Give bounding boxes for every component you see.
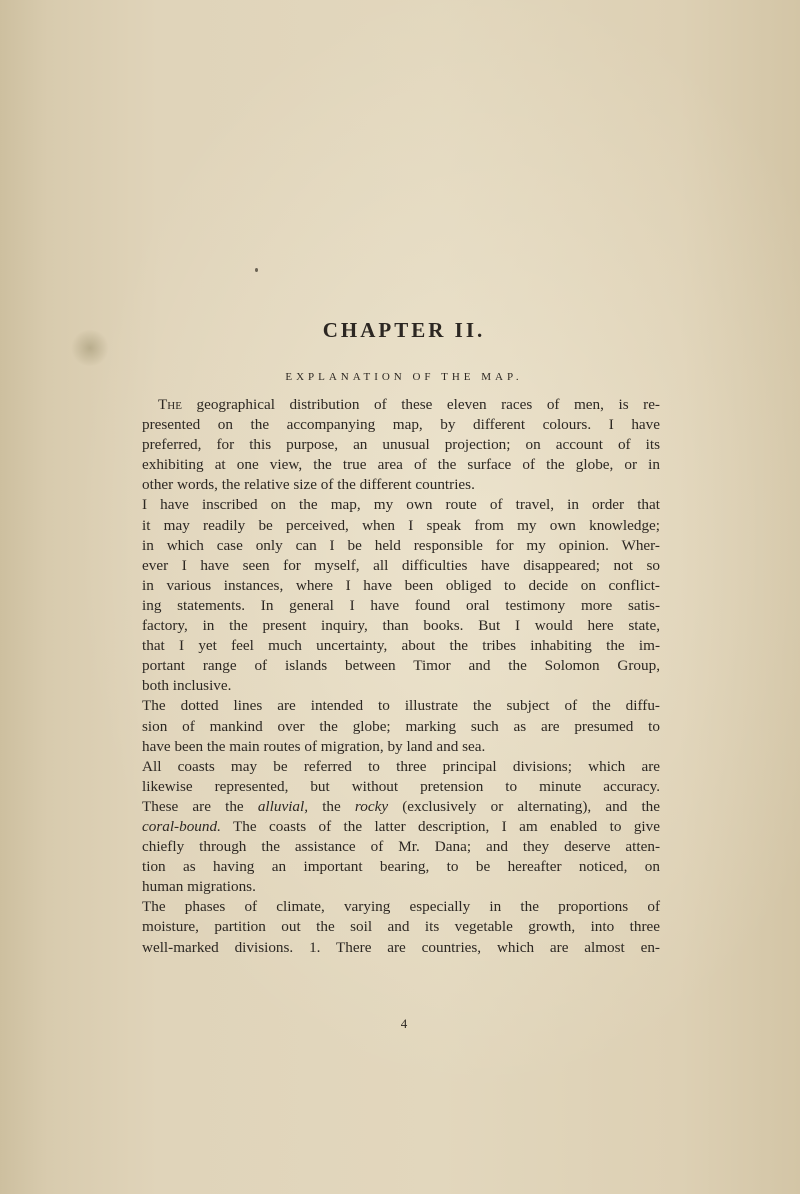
- text-line: These are the alluvial, the rocky (exclusively or alternating), and the: [142, 797, 661, 815]
- text-line: likewise represented, but without pretension to minute accuracy.: [142, 777, 660, 795]
- text-line: All coasts may be referred to three principal divisions; which are: [142, 757, 660, 775]
- text-line: exhibiting at one view, the true area of the surface of the globe, or in: [142, 456, 660, 474]
- text-line: I have inscribed on the map, my own route of travel, in order that: [142, 496, 660, 514]
- page-number: 4: [400, 1016, 408, 1031]
- text-line: ing statements. In general I have found oral testimony more satis-: [142, 596, 660, 614]
- text-line: well-marked divisions. 1. There are countries, which are almost en-: [142, 938, 660, 956]
- text-line: The dotted lines are intended to illustrate the subject of the diffu-: [142, 697, 660, 715]
- text-line: human migrations.: [142, 878, 256, 896]
- text-line: have been the main routes of migration, by land and sea.: [142, 737, 486, 755]
- text-line: presented on the accompanying map, by different colours. I have: [142, 416, 660, 434]
- text-line: moisture, partition out the soil and its vegetable growth, into three: [142, 918, 660, 936]
- term-alluvial: alluvial,: [257, 797, 309, 815]
- text-line: it may readily be perceived, when I speak from my own knowledge;: [142, 516, 660, 534]
- ink-speck: [255, 268, 258, 272]
- text-line: tion as having an important bearing, to be hereafter noticed, on: [142, 858, 660, 876]
- text-line: portant range of islands between Timor and the Solomon Group,: [142, 657, 660, 675]
- text-line: in various instances, where I have been obliged to decide on conflict-: [142, 576, 660, 594]
- chapter-subtitle: EXPLANATION OF THE MAP.: [285, 371, 523, 383]
- text-line: ever I have seen for myself, all difficulties have disappeared; not so: [142, 556, 660, 574]
- text-line: that I yet feel much uncertainty, about the tribes inhabiting the im-: [142, 637, 660, 655]
- text-line: chiefly through the assistance of Mr. Dana; and they deserve atten-: [142, 838, 660, 856]
- text-line: factory, in the present inquiry, than books. But I would here state,: [142, 617, 660, 635]
- term-rocky: rocky: [354, 797, 389, 815]
- text-line: The geographical distribution of these eleven races of men, is re-: [158, 396, 660, 413]
- paragraph-opening-word: The: [158, 396, 182, 413]
- text-line: The phases of climate, varying especially in the proportions of: [142, 898, 660, 916]
- text-line: other words, the relative size of the different countries.: [142, 476, 475, 494]
- text-line: in which case only can I be held responsible for my opinion. Wher-: [142, 536, 660, 554]
- body-text: [142, 395, 660, 958]
- text-line: sion of mankind over the globe; marking such as are presumed to: [142, 717, 660, 735]
- term-coral-bound: coral-bound.: [142, 817, 221, 835]
- text-line: preferred, for this purpose, an unusual projection; on account of its: [142, 436, 660, 454]
- chapter-title: CHAPTER II.: [322, 318, 486, 342]
- text-line: coral-bound. The coasts of the latter description, I am enabled to give: [142, 817, 660, 835]
- text-line: both inclusive.: [142, 677, 232, 695]
